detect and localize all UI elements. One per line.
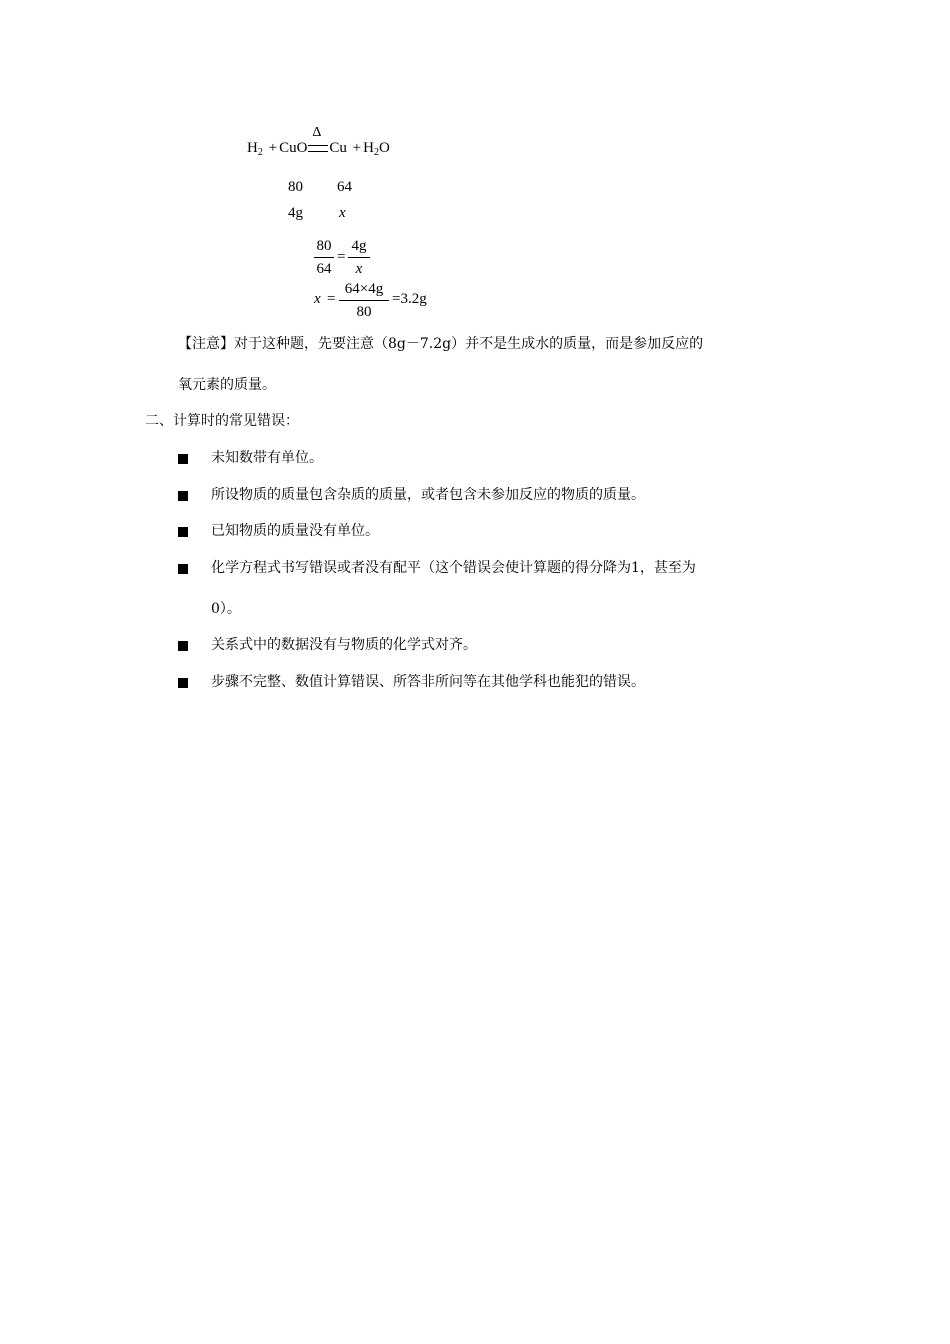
proportion-right-fraction [348, 239, 370, 277]
solution-variable: x [314, 291, 321, 307]
reaction-arrow [308, 125, 328, 156]
fraction-numerator: 64×4g [344, 281, 384, 297]
h2-symbol: $H_2$ [247, 140, 263, 158]
molar-mass-cuo: 80 [288, 179, 303, 195]
bullet-square-icon [178, 641, 188, 651]
given-mass: 4g [288, 205, 303, 221]
heat-delta-symbol: Δ [312, 125, 322, 140]
fraction-denominator: 80 [356, 304, 372, 320]
fraction-denominator: x [355, 261, 363, 277]
chemical-equation [247, 125, 390, 158]
fraction-denominator: 64 [316, 261, 332, 277]
note-line-1: 【注意】对于这种题，先要注意（8g－7.2g）并不是生成水的质量，而是参加反应的 [178, 336, 704, 352]
solution-fraction [339, 282, 389, 320]
fraction-bar [314, 257, 334, 258]
molar-mass-cu: 64 [337, 179, 352, 195]
proportion-left-fraction [314, 239, 334, 277]
bullet-square-icon [178, 564, 188, 574]
solution-equals: = [327, 291, 336, 307]
list-item: 关系式中的数据没有与物质的化学式对齐。 [211, 637, 477, 653]
bullet-square-icon [178, 678, 188, 688]
section-heading: 二、计算时的常见错误： [145, 413, 299, 429]
list-item: 已知物质的质量没有单位。 [211, 523, 379, 539]
list-item: 未知数带有单位。 [211, 450, 323, 466]
solution-result: =3.2g [392, 291, 427, 307]
fraction-numerator: 80 [316, 238, 332, 254]
list-item: 步骤不完整、数值计算错误、所答非所问等在其他学科也能犯的错误。 [211, 674, 645, 690]
equals-bar [308, 145, 328, 152]
cu-symbol: Cu [329, 140, 347, 156]
h2o-symbol: $H_2O$ [363, 140, 390, 158]
bullet-square-icon [178, 491, 188, 501]
plus-sign: + [268, 140, 278, 156]
list-item: 所设物质的质量包含杂质的质量，或者包含未参加反应的物质的质量。 [211, 487, 645, 503]
fraction-bar [348, 257, 370, 258]
cuo-symbol: CuO [279, 140, 308, 156]
bullet-square-icon [178, 527, 188, 537]
list-item: 化学方程式书写错误或者没有配平（这个错误会使计算题的得分降为1，甚至为 [211, 560, 696, 576]
proportion-equals: = [337, 249, 346, 265]
bullet-square-icon [178, 454, 188, 464]
fraction-bar [339, 300, 389, 301]
unknown-mass: x [339, 205, 346, 221]
list-item-continuation: 0）。 [211, 601, 241, 617]
note-line-2: 氧元素的质量。 [178, 377, 276, 393]
fraction-numerator: 4g [351, 238, 367, 254]
plus-sign: + [352, 140, 362, 156]
